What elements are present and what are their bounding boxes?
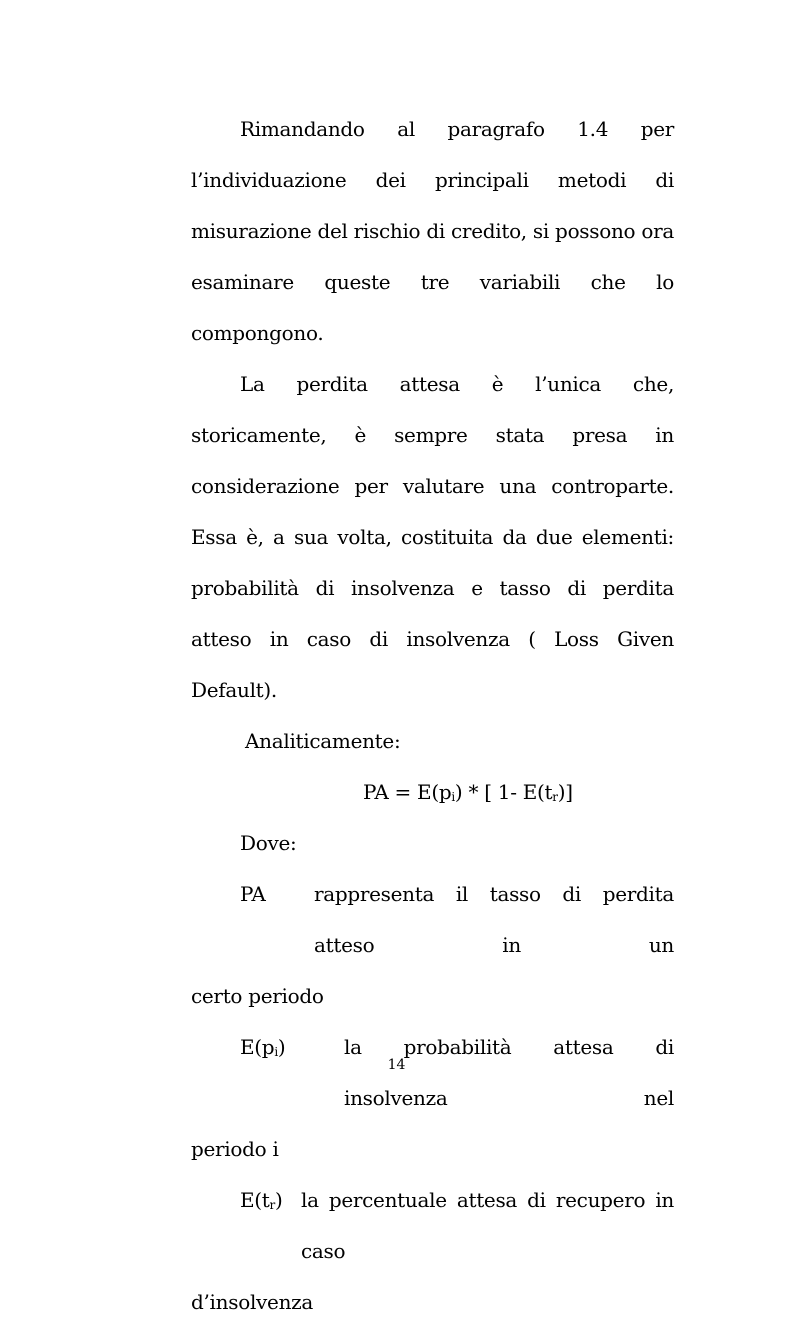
definition-desc-pa-line1: rappresenta il tasso di perdita atteso in un	[314, 882, 674, 957]
page-number: 14	[387, 1057, 406, 1073]
body-text	[191, 104, 674, 1328]
definition-term-et	[191, 1175, 301, 1226]
definition-desc-ep-line2: periodo i	[191, 1137, 279, 1161]
term-ep-pre: E(p	[240, 1035, 275, 1059]
definition-desc-pa-line2: certo periodo	[191, 984, 324, 1008]
definition-desc-et-line1: la percentuale attesa di recupero in caso	[301, 1188, 674, 1263]
paragraph-analytically: Analiticamente:	[245, 729, 401, 753]
definition-desc-ep-line1: la probabilità attesa di insolvenza nel	[344, 1035, 674, 1110]
formula-subscript-r: r	[552, 790, 558, 804]
formula-end: )]	[557, 780, 573, 804]
definition-et	[191, 1175, 674, 1277]
term-et-sub: r	[269, 1198, 275, 1212]
formula-subscript-i: i	[451, 790, 455, 804]
definition-desc-et-line2: d’insolvenza	[191, 1290, 314, 1314]
term-et-pre: E(t	[240, 1188, 270, 1212]
formula-lhs: PA = E(p	[363, 780, 452, 804]
formula-mid: ) * [ 1- E(t	[454, 780, 553, 804]
term-ep-sub: i	[274, 1045, 278, 1059]
term-et-post: )	[274, 1188, 283, 1212]
definition-ep	[191, 1022, 674, 1124]
definition-pa	[191, 869, 674, 971]
term-ep-post: )	[277, 1035, 286, 1059]
formula	[191, 767, 674, 818]
paragraph-expected-loss: La perdita attesa è l’unica che, storicamente, è sempre stata presa in considerazione per valutare una controparte. Essa è, a sua volta, costituita da due elementi: probabilità di insolvenza e tasso di perdita atteso in caso di insolvenza ( Loss Given Default).	[191, 372, 674, 702]
paragraph-intro: Rimandando al paragrafo 1.4 per l’individuazione dei principali metodi di misurazione del rischio di credito, si possono ora esaminare queste tre variabili che lo compongono.	[191, 117, 674, 345]
definition-term-pa: PA	[240, 882, 266, 906]
paragraph-dove: Dove:	[240, 831, 297, 855]
